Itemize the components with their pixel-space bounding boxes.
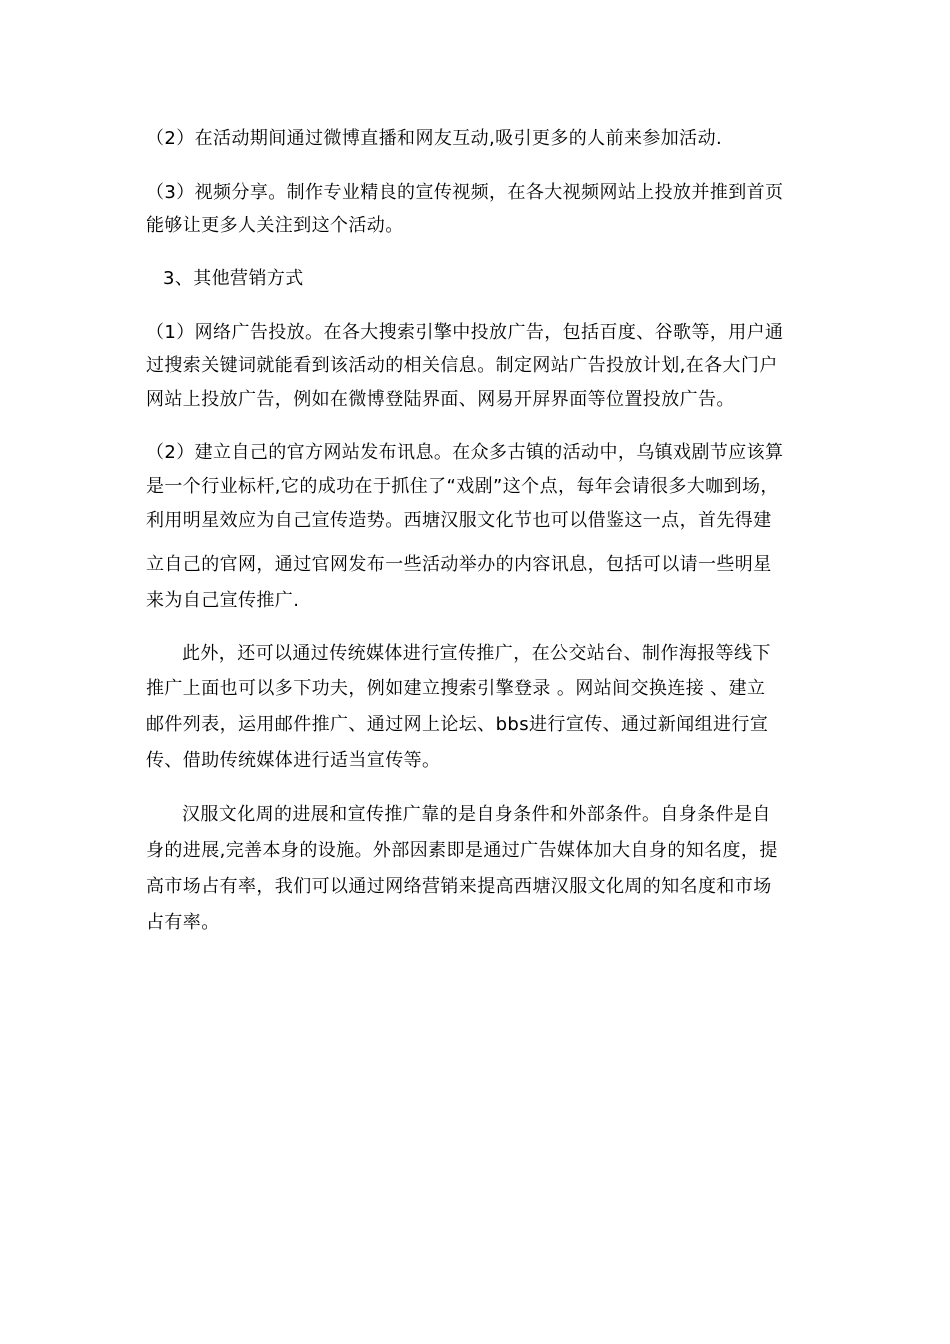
paragraph-network-ads-line-3: 网站上投放广告，例如在微博登陆界面、网易开屏界面等位置投放广告。 bbox=[146, 389, 735, 410]
paragraph-conclusion-line-3: 高市场占有率，我们可以通过网络营销来提高西塘汉服文化周的知名度和市场 bbox=[146, 876, 772, 897]
paragraph-traditional-media-line-2: 推广上面也可以多下功夫，例如建立搜索引擎登录 。网站间交换连接 、建立 bbox=[146, 678, 766, 699]
paragraph-traditional-media-line-3: 邮件列表，运用邮件推广、通过网上论坛、bbs进行宣传、通过新闻组进行宣 bbox=[146, 714, 769, 735]
paragraph-traditional-media-line-1: 此外，还可以通过传统媒体进行宣传推广，在公交站台、制作海报等线下 bbox=[182, 643, 771, 664]
paragraph-video-share-line-2: 能够让更多人关注到这个活动。 bbox=[146, 215, 404, 236]
paragraph-network-ads-line-1: （1）网络广告投放。在各大搜索引擎中投放广告，包括百度、谷歌等，用户通 bbox=[146, 322, 784, 343]
paragraph-network-ads-line-2: 过搜索关键词就能看到该活动的相关信息。制定网站广告投放计划,在各大门户 bbox=[146, 355, 778, 376]
paragraph-traditional-media-line-4: 传、借助传统媒体进行适当宣传等。 bbox=[146, 750, 441, 771]
paragraph-weibo-live-line-1: （2）在活动期间通过微博直播和网友互动,吸引更多的人前来参加活动. bbox=[146, 128, 723, 149]
paragraph-official-site-line-2: 是一个行业标杆,它的成功在于抓住了“戏剧”这个点，每年会请很多大咖到场， bbox=[146, 476, 779, 497]
paragraph-official-site-line-4: 立自己的官网，通过官网发布一些活动举办的内容讯息，包括可以请一些明星 bbox=[146, 554, 772, 575]
paragraph-video-share-line-1: （3）视频分享。制作专业精良的宣传视频，在各大视频网站上投放并推到首页 bbox=[146, 182, 784, 203]
paragraph-conclusion-line-1: 汉服文化周的进展和宣传推广靠的是自身条件和外部条件。自身条件是自 bbox=[182, 804, 771, 825]
paragraph-official-site-line-3: 利用明星效应为自己宣传造势。西塘汉服文化节也可以借鉴这一点，首先得建 bbox=[146, 510, 772, 531]
section-heading: 3、其他营销方式 bbox=[163, 268, 304, 289]
paragraph-conclusion-line-4: 占有率。 bbox=[146, 912, 220, 933]
paragraph-official-site-line-1: （2）建立自己的官方网站发布讯息。在众多古镇的活动中，乌镇戏剧节应该算 bbox=[146, 442, 784, 463]
paragraph-official-site-line-5: 来为自己宣传推广. bbox=[146, 590, 300, 611]
paragraph-conclusion-line-2: 身的进展,完善本身的设施。外部因素即是通过广告媒体加大自身的知名度，提 bbox=[146, 840, 778, 861]
